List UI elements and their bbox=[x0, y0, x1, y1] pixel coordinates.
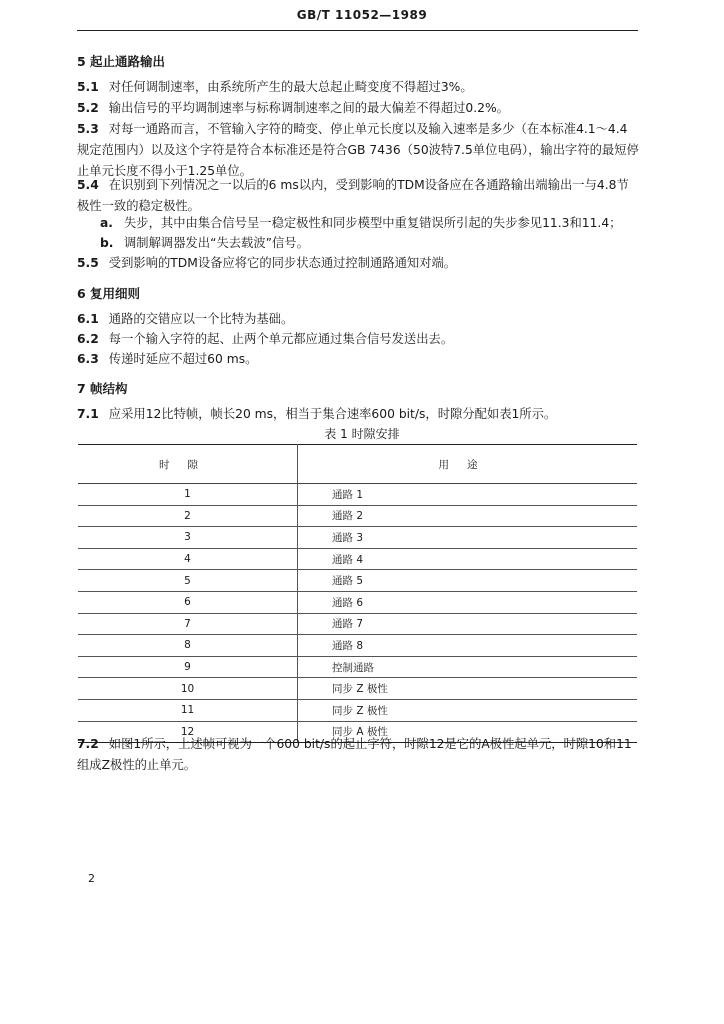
clause-text: 对每一通路而言，不管输入字符的畸变、停止单元长度以及输入速率是多少（在本标准4.1～4.4规定范围内）以及这个字符是符合本标准还是符合GB 7436（50波特7.5单位电码），输出字符的最短停止单元长度不得小于1.25单位。 bbox=[77, 122, 639, 178]
clause-text: 如图1所示，上述帧可视为一个600 bit/s的起止字符，时隙12是它的A极性起单元，时隙10和11组成Z极性的止单元。 bbox=[77, 737, 632, 772]
page-number: 2 bbox=[88, 872, 95, 885]
table-row bbox=[78, 570, 637, 592]
table-row bbox=[78, 505, 637, 527]
clause-text: 输出信号的平均调制速率与标称调制速率之间的最大偏差不得超过0.2%。 bbox=[108, 101, 509, 115]
clause-text: 对任何调制速率，由系统所产生的最大总起止畸变度不得超过3%。 bbox=[108, 80, 473, 94]
clause-text: 每一个输入字符的起、止两个单元都应通过集合信号发送出去。 bbox=[108, 332, 454, 346]
use-cell: 通路 7 bbox=[298, 613, 638, 635]
table-row bbox=[78, 635, 637, 657]
slot-cell: 10 bbox=[78, 678, 298, 700]
clause-5-4 bbox=[77, 175, 639, 217]
clause-number: 6.1 bbox=[77, 312, 99, 326]
list-text: 调制解调器发出“失去载波”信号。 bbox=[124, 236, 309, 250]
slot-cell: 3 bbox=[78, 527, 298, 549]
clause-text: 受到影响的TDM设备应将它的同步状态通过控制通路通知对端。 bbox=[108, 256, 457, 270]
use-cell: 同步 Z 极性 bbox=[298, 678, 638, 700]
clause-number: 6.2 bbox=[77, 332, 99, 346]
column-header-slot: 时隙 bbox=[78, 445, 298, 484]
list-item-a bbox=[100, 213, 640, 234]
list-label: b. bbox=[100, 236, 114, 250]
slot-cell: 7 bbox=[78, 613, 298, 635]
document-header: GB/T 11052—1989 bbox=[296, 8, 428, 22]
table-row bbox=[78, 656, 637, 678]
table-caption: 表 1 时隙安排 bbox=[324, 427, 400, 441]
clause-6-2 bbox=[77, 329, 639, 350]
clause-7-1 bbox=[77, 404, 639, 425]
slot-cell: 11 bbox=[78, 699, 298, 721]
clause-5-1 bbox=[77, 77, 639, 98]
clause-5-3 bbox=[77, 119, 639, 182]
use-cell: 通路 6 bbox=[298, 591, 638, 613]
use-cell: 通路 1 bbox=[298, 484, 638, 506]
use-cell: 同步 A 极性 bbox=[298, 721, 638, 743]
slot-cell: 1 bbox=[78, 484, 298, 506]
section-7-title: 7 帧结构 bbox=[77, 381, 128, 396]
clause-number: 5.2 bbox=[77, 101, 99, 115]
slot-cell: 4 bbox=[78, 548, 298, 570]
slot-cell: 6 bbox=[78, 591, 298, 613]
use-cell: 同步 Z 极性 bbox=[298, 699, 638, 721]
clause-text: 应采用12比特帧，帧长20 ms，相当于集合速率600 bit/s，时隙分配如表1所示。 bbox=[108, 407, 557, 421]
use-cell: 通路 5 bbox=[298, 570, 638, 592]
list-text: 失步，其中由集合信号呈一稳定极性和同步模型中重复错误所引起的失步参见11.3和11.4； bbox=[124, 216, 622, 230]
clause-number: 7.2 bbox=[77, 737, 99, 751]
section-5-title: 5 起止通路输出 bbox=[77, 54, 166, 69]
slot-cell: 12 bbox=[78, 721, 298, 743]
clause-7-2 bbox=[77, 734, 639, 776]
table-row bbox=[78, 527, 637, 549]
clause-text: 通路的交错应以一个比特为基础。 bbox=[108, 312, 294, 326]
time-slot-table bbox=[78, 444, 637, 743]
clause-5-2 bbox=[77, 98, 639, 119]
clause-5-5 bbox=[77, 253, 639, 274]
use-cell: 通路 3 bbox=[298, 527, 638, 549]
table-row bbox=[78, 678, 637, 700]
column-header-use: 用途 bbox=[298, 445, 638, 484]
table-row bbox=[78, 484, 637, 506]
table-row bbox=[78, 613, 637, 635]
use-cell: 通路 8 bbox=[298, 635, 638, 657]
clause-number: 6.3 bbox=[77, 352, 99, 366]
clause-6-3 bbox=[77, 349, 639, 370]
clause-number: 7.1 bbox=[77, 407, 99, 421]
use-cell: 通路 4 bbox=[298, 548, 638, 570]
clause-6-1 bbox=[77, 309, 639, 330]
clause-text: 在识别到下列情况之一以后的6 ms以内，受到影响的TDM设备应在各通路输出端输出一与4.8节极性一致的稳定极性。 bbox=[77, 178, 629, 213]
slot-cell: 8 bbox=[78, 635, 298, 657]
clause-text: 传递时延应不超过60 ms。 bbox=[108, 352, 258, 366]
header-rule bbox=[77, 30, 638, 31]
use-cell: 通路 2 bbox=[298, 505, 638, 527]
clause-number: 5.3 bbox=[77, 122, 99, 136]
table-header-row bbox=[78, 445, 637, 484]
list-label: a. bbox=[100, 216, 113, 230]
table-row bbox=[78, 591, 637, 613]
use-cell: 控制通路 bbox=[298, 656, 638, 678]
clause-number: 5.5 bbox=[77, 256, 99, 270]
section-6-title: 6 复用细则 bbox=[77, 286, 141, 301]
clause-number: 5.1 bbox=[77, 80, 99, 94]
slot-cell: 9 bbox=[78, 656, 298, 678]
clause-number: 5.4 bbox=[77, 178, 99, 192]
table-row bbox=[78, 548, 637, 570]
list-item-b bbox=[100, 233, 640, 254]
table-row bbox=[78, 699, 637, 721]
slot-cell: 5 bbox=[78, 570, 298, 592]
slot-cell: 2 bbox=[78, 505, 298, 527]
